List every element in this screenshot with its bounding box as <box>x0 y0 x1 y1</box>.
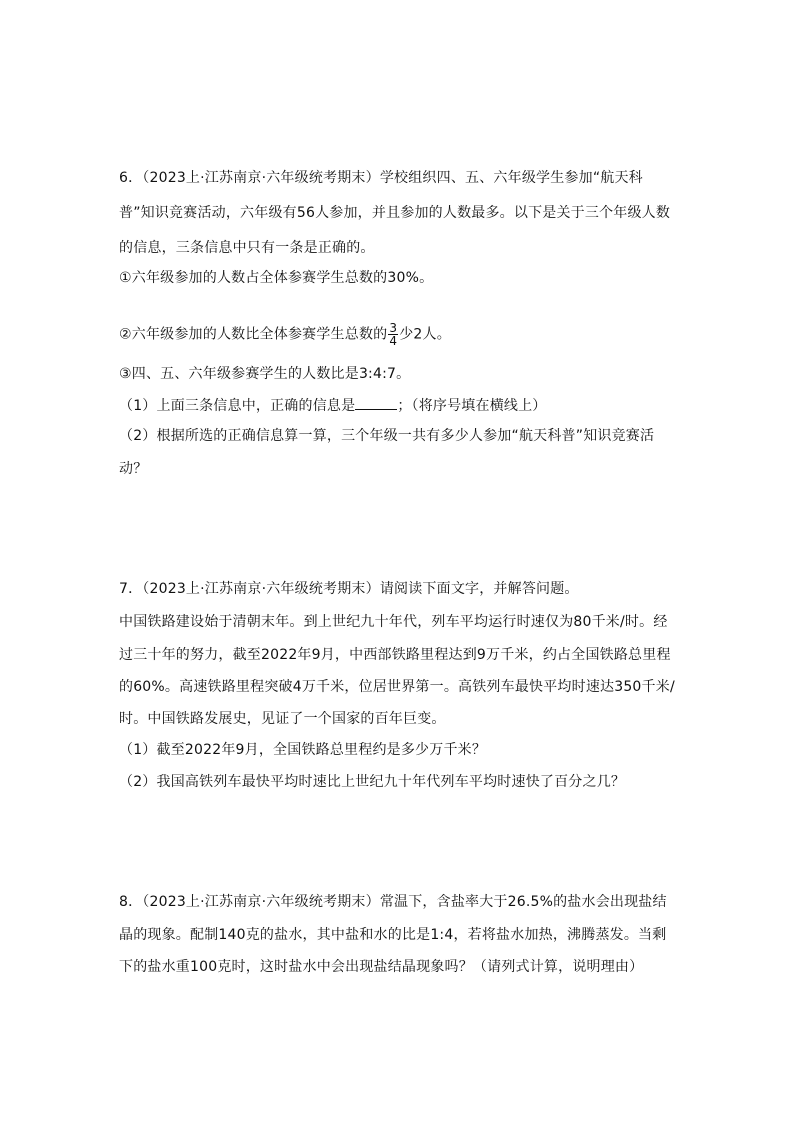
q6-sub-2-line-2: 动？ <box>119 461 148 477</box>
q6-line-1: 6．（2023上·江苏南京·六年级统考期末）学校组织四、五、六年级学生参加“航天科 <box>119 170 643 186</box>
q6-info-1: ①六年级参加的人数占全体参赛学生总数的30%。 <box>119 270 434 286</box>
q6-sub-2-line-1: （2）根据所选的正确信息算一算，三个年级一共有多少人参加“航天科普”知识竞赛活 <box>119 428 655 444</box>
q7-sub-1: （1）截至2022年9月，全国铁路总里程约是多少万千米？ <box>119 742 487 758</box>
q6-info-2-pre: ②六年级参加的人数比全体参赛学生总数的 <box>119 326 388 343</box>
fraction-denominator: 4 <box>389 334 398 348</box>
q6-info-3: ③四、五、六年级参赛学生的人数比是3:4:7。 <box>119 366 411 382</box>
q8-line-2: 晶的现象。配制140克的盐水，其中盐和水的比是1:4，若将盐水加热，沸腾蒸发。当剩 <box>119 927 667 943</box>
q7-sub-2: （2）我国高铁列车最快平均时速比上世纪九十年代列车平均时速快了百分之几？ <box>119 774 626 790</box>
q6-sub-1-post: ；（将序号填在横线上） <box>397 398 547 414</box>
q7-line-4: 的60%。高速铁路里程突破4万千米，位居世界第一。高铁列车最快平均时速达350千米/ <box>119 679 675 695</box>
q8-line-3: 下的盐水重100克时，这时盐水中会出现盐结晶现象吗？（请列式计算，说明理由） <box>119 959 644 975</box>
q8-line-1: 8．（2023上·江苏南京·六年级统考期末）常温下，含盐率大于26.5%的盐水会出现盐结 <box>119 894 667 910</box>
q7-line-1: 7．（2023上·江苏南京·六年级统考期末）请阅读下面文字，并解答问题。 <box>119 581 579 597</box>
q6-sub-1 <box>119 395 547 416</box>
q7-line-2: 中国铁路建设始于清朝末年。到上世纪九十年代，列车平均运行时速仅为80千米/时。经 <box>119 614 668 630</box>
q6-sub-1-pre: （1）上面三条信息中，正确的信息是 <box>119 398 356 414</box>
q6-info-2-post: 少2人。 <box>399 326 451 343</box>
q6-line-2: 普”知识竞赛活动，六年级有56人参加，并且参加的人数最多。以下是关于三个年级人数 <box>119 205 671 221</box>
q7-line-5: 时。中国铁路发展史，见证了一个国家的百年巨变。 <box>119 711 446 727</box>
fraction-numerator: 3 <box>389 321 398 335</box>
fraction <box>388 322 398 347</box>
q7-line-3: 过三十年的努力，截至2022年9月，中西部铁路里程达到9万千米，约占全国铁路总里程 <box>119 647 671 663</box>
q6-line-3: 的信息，三条信息中只有一条是正确的。 <box>119 240 375 256</box>
answer-blank <box>355 395 397 410</box>
q6-info-2 <box>119 322 451 347</box>
